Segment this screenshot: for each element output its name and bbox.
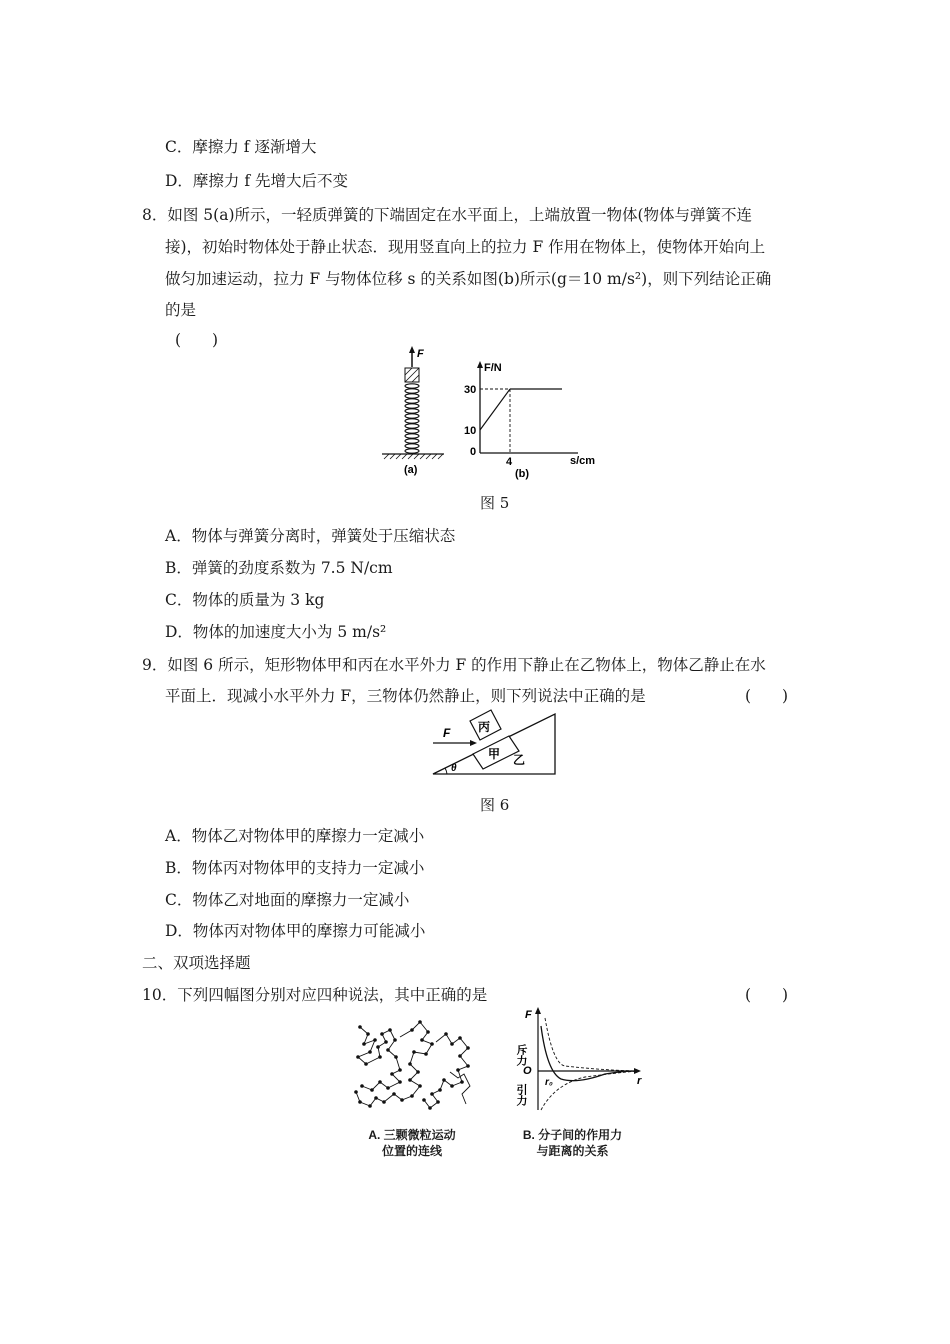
label-jia: 甲 — [488, 747, 501, 761]
q8-option-b: B．弹簧的劲度系数为 7.5 N/cm — [165, 559, 393, 577]
q8-option-c: C．物体的质量为 3 kg — [165, 591, 325, 609]
q10-text-line1: 10．下列四幅图分别对应四种说法，其中正确的是 — [142, 986, 488, 1004]
figure-b-force-distance — [505, 1004, 655, 1116]
x-tick-4: 4 — [506, 456, 513, 468]
figure-b-caption-line2: 与距离的关系 — [536, 1144, 609, 1158]
b-axis-f: F — [525, 1009, 532, 1021]
figure-a-caption — [362, 1127, 462, 1159]
x-axis-label: s/cm — [570, 455, 596, 467]
q9-answer-bracket: ( ) — [745, 687, 789, 705]
label-yi: 乙 — [513, 753, 526, 767]
q9-text-line1: 9．如图 6 所示，矩形物体甲和丙在水平外力 F 的作用下静止在乙物体上，物体乙静止在水 — [142, 656, 766, 674]
q9-option-b: B．物体丙对物体甲的支持力一定减小 — [165, 859, 425, 877]
q8-text-line2: 接)，初始时物体处于静止状态．现用竖直向上的拉力 F 作用在物体上，使物体开始向上 — [165, 238, 766, 256]
figure-5-caption: 图 5 — [480, 494, 510, 512]
figure-b-caption — [510, 1127, 635, 1159]
q9-option-a: A．物体乙对物体甲的摩擦力一定减小 — [165, 827, 425, 845]
figure-5b-label: (b) — [515, 468, 530, 480]
label-force-f: F — [443, 726, 451, 740]
b-label-attract: 引力 — [515, 1084, 527, 1106]
q9-option-c: C．物体乙对地面的摩擦力一定减小 — [165, 891, 410, 909]
b-label-repel: 斥力 — [515, 1044, 527, 1066]
label-theta: θ — [451, 763, 457, 774]
figure-a-caption-line1: A. 三颗微粒运动 — [368, 1128, 456, 1142]
figure-5b-graph — [460, 360, 600, 480]
q8-answer-bracket: ( ) — [175, 331, 219, 349]
section-heading: 二、双项选择题 — [142, 954, 251, 972]
q8-text-line4: 的是 — [165, 301, 197, 319]
figure-b-caption-line1: B. 分子间的作用力 — [522, 1128, 623, 1142]
q8-option-a: A．物体与弹簧分离时，弹簧处于压缩状态 — [165, 527, 456, 545]
q7-option-c: C．摩擦力 f 逐渐增大 — [165, 138, 317, 156]
q7-option-d: D．摩擦力 f 先增大后不变 — [165, 172, 349, 190]
figure-a-caption-line2: 位置的连线 — [381, 1144, 442, 1158]
figure-5a-spring — [378, 345, 450, 480]
figure-5a-label: (a) — [404, 464, 418, 476]
q8-option-d: D．物体的加速度大小为 5 m/s² — [165, 623, 387, 641]
q10-answer-bracket: ( ) — [745, 986, 789, 1004]
b-label-origin: O — [523, 1065, 532, 1077]
label-bing: 丙 — [478, 720, 491, 734]
q9-option-d: D．物体丙对物体甲的摩擦力可能减小 — [165, 922, 426, 940]
figure-a-brownian-traces — [340, 1012, 490, 1122]
y-tick-30: 30 — [464, 384, 477, 396]
q8-text-line3: 做匀加速运动，拉力 F 与物体位移 s 的关系如图(b)所示(g＝10 m/s²)，则下列结论正确 — [165, 270, 772, 288]
figure-6-caption: 图 6 — [480, 796, 510, 814]
b-label-r0: r₀ — [545, 1077, 553, 1088]
y-tick-0: 0 — [470, 446, 477, 458]
q8-text-line1: 8．如图 5(a)所示，一轻质弹簧的下端固定在水平面上，上端放置一物体(物体与弹簧不连 — [142, 206, 753, 224]
figure-6-incline — [425, 705, 565, 777]
force-label-f: F — [417, 348, 424, 360]
y-axis-label: F/N — [484, 362, 502, 374]
b-axis-r: r — [637, 1075, 642, 1087]
y-tick-10: 10 — [464, 425, 477, 437]
q9-text-line2: 平面上．现减小水平外力 F，三物体仍然静止，则下列说法中正确的是 — [165, 687, 646, 705]
